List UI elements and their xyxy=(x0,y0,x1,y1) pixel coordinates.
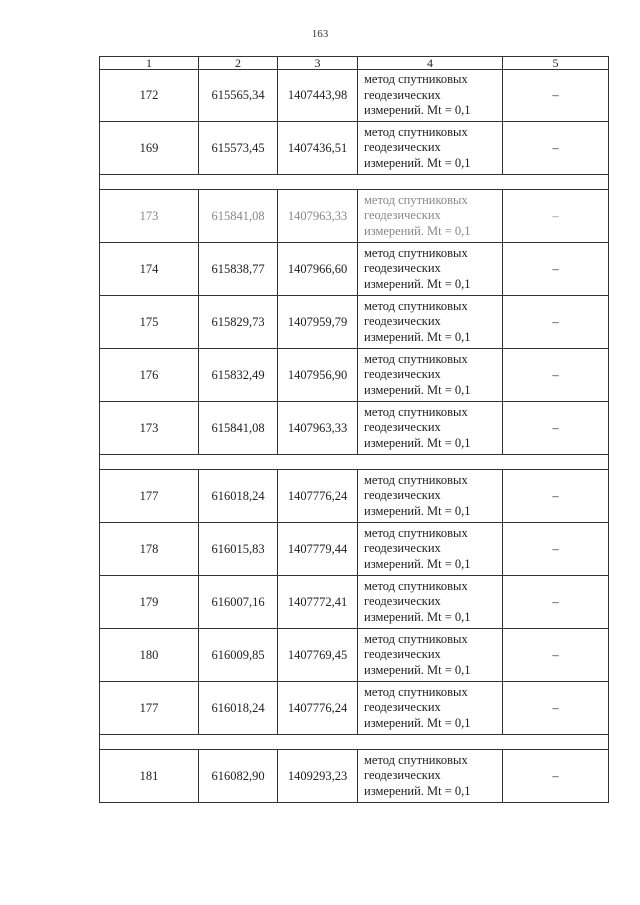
table-row xyxy=(100,682,609,735)
dash-mark: – xyxy=(552,261,559,276)
table-row xyxy=(100,70,609,122)
x-coordinate-cell: 615838,77 xyxy=(199,243,278,296)
method-line: измерений. Mt = 0,1 xyxy=(364,503,471,518)
method-line: измерений. Mt = 0,1 xyxy=(364,662,471,677)
note-cell xyxy=(503,470,609,523)
table-row xyxy=(100,629,609,682)
method-line: метод спутниковых xyxy=(364,472,468,487)
column-header: 1 xyxy=(100,57,199,70)
method-line: метод спутниковых xyxy=(364,578,468,593)
dash-mark: – xyxy=(552,768,559,783)
method-line: метод спутниковых xyxy=(364,351,468,366)
method-line: измерений. Mt = 0,1 xyxy=(364,223,471,238)
method-line: геодезических xyxy=(364,541,441,556)
x-coordinate-cell: 616018,24 xyxy=(199,682,278,735)
group-separator xyxy=(100,455,609,470)
method-cell xyxy=(358,576,503,629)
method-line: метод спутниковых xyxy=(364,684,468,699)
method-line: метод спутниковых xyxy=(364,298,468,313)
table-row xyxy=(100,122,609,175)
method-line: метод спутниковых xyxy=(364,124,468,139)
method-line: геодезических xyxy=(364,314,441,329)
table-row xyxy=(100,576,609,629)
point-cell: 173 xyxy=(100,402,199,455)
y-coordinate-cell: 1407963,33 xyxy=(278,190,358,243)
method-line: геодезических xyxy=(364,700,441,715)
y-coordinate-cell: 1407776,24 xyxy=(278,470,358,523)
x-coordinate-cell: 615829,73 xyxy=(199,296,278,349)
x-coordinate-cell: 616007,16 xyxy=(199,576,278,629)
point-cell: 178 xyxy=(100,523,199,576)
method-line: геодезических xyxy=(364,647,441,662)
x-coordinate-cell: 616009,85 xyxy=(199,629,278,682)
point-cell: 179 xyxy=(100,576,199,629)
method-line: метод спутниковых xyxy=(364,192,468,207)
note-cell xyxy=(503,70,609,122)
note-cell xyxy=(503,523,609,576)
point-cell: 176 xyxy=(100,349,199,402)
table-row xyxy=(100,402,609,455)
table-row xyxy=(100,296,609,349)
x-coordinate-cell: 616082,90 xyxy=(199,750,278,803)
coordinates-table-body xyxy=(100,57,609,803)
y-coordinate-cell: 1407776,24 xyxy=(278,682,358,735)
point-cell: 181 xyxy=(100,750,199,803)
column-header: 3 xyxy=(278,57,358,70)
point-cell: 172 xyxy=(100,70,199,122)
table-row xyxy=(100,349,609,402)
x-coordinate-cell: 615841,08 xyxy=(199,190,278,243)
method-line: метод спутниковых xyxy=(364,752,468,767)
point-cell: 175 xyxy=(100,296,199,349)
dash-mark: – xyxy=(552,314,559,329)
y-coordinate-cell: 1407443,98 xyxy=(278,70,358,122)
method-line: измерений. Mt = 0,1 xyxy=(364,155,471,170)
method-cell xyxy=(358,402,503,455)
method-cell xyxy=(358,296,503,349)
method-line: измерений. Mt = 0,1 xyxy=(364,103,471,118)
method-cell xyxy=(358,470,503,523)
method-line: геодезических xyxy=(364,420,441,435)
method-line: измерений. Mt = 0,1 xyxy=(364,276,471,291)
method-cell xyxy=(358,523,503,576)
separator-cell xyxy=(100,455,609,470)
coordinates-table xyxy=(99,56,609,803)
method-cell xyxy=(358,629,503,682)
method-cell xyxy=(358,682,503,735)
method-cell xyxy=(358,122,503,175)
column-header: 5 xyxy=(503,57,609,70)
point-cell: 169 xyxy=(100,122,199,175)
column-header: 4 xyxy=(358,57,503,70)
dash-mark: – xyxy=(552,647,559,662)
point-cell: 177 xyxy=(100,470,199,523)
y-coordinate-cell: 1407963,33 xyxy=(278,402,358,455)
method-line: метод спутниковых xyxy=(364,631,468,646)
x-coordinate-cell: 616015,83 xyxy=(199,523,278,576)
table-row xyxy=(100,190,609,243)
method-line: геодезических xyxy=(364,140,441,155)
method-line: геодезических xyxy=(364,87,441,102)
method-line: измерений. Mt = 0,1 xyxy=(364,783,471,798)
method-line: геодезических xyxy=(364,261,441,276)
note-cell xyxy=(503,296,609,349)
note-cell xyxy=(503,349,609,402)
group-separator xyxy=(100,735,609,750)
dash-mark: – xyxy=(552,488,559,503)
method-line: измерений. Mt = 0,1 xyxy=(364,715,471,730)
point-cell: 180 xyxy=(100,629,199,682)
table-row xyxy=(100,750,609,803)
group-separator xyxy=(100,175,609,190)
x-coordinate-cell: 615841,08 xyxy=(199,402,278,455)
method-cell xyxy=(358,349,503,402)
method-line: геодезических xyxy=(364,594,441,609)
table-row xyxy=(100,523,609,576)
point-cell: 177 xyxy=(100,682,199,735)
note-cell xyxy=(503,402,609,455)
dash-mark: – xyxy=(552,541,559,556)
separator-cell xyxy=(100,735,609,750)
note-cell xyxy=(503,629,609,682)
method-line: геодезических xyxy=(364,768,441,783)
dash-mark: – xyxy=(552,700,559,715)
x-coordinate-cell: 615832,49 xyxy=(199,349,278,402)
y-coordinate-cell: 1409293,23 xyxy=(278,750,358,803)
y-coordinate-cell: 1407959,79 xyxy=(278,296,358,349)
x-coordinate-cell: 616018,24 xyxy=(199,470,278,523)
dash-mark: – xyxy=(552,594,559,609)
y-coordinate-cell: 1407769,45 xyxy=(278,629,358,682)
method-cell xyxy=(358,243,503,296)
method-line: измерений. Mt = 0,1 xyxy=(364,556,471,571)
dash-mark: – xyxy=(552,140,559,155)
note-cell xyxy=(503,122,609,175)
note-cell xyxy=(503,682,609,735)
separator-cell xyxy=(100,175,609,190)
dash-mark: – xyxy=(552,420,559,435)
method-cell xyxy=(358,70,503,122)
point-cell: 174 xyxy=(100,243,199,296)
table-row xyxy=(100,243,609,296)
dash-mark: – xyxy=(552,88,559,102)
table-row xyxy=(100,470,609,523)
dash-mark: – xyxy=(552,367,559,382)
note-cell xyxy=(503,576,609,629)
method-line: метод спутниковых xyxy=(364,404,468,419)
note-cell xyxy=(503,190,609,243)
method-line: измерений. Mt = 0,1 xyxy=(364,609,471,624)
method-line: геодезических xyxy=(364,488,441,503)
dash-mark: – xyxy=(552,208,559,223)
y-coordinate-cell: 1407779,44 xyxy=(278,523,358,576)
method-line: измерений. Mt = 0,1 xyxy=(364,382,471,397)
method-line: геодезических xyxy=(364,367,441,382)
method-line: метод спутниковых xyxy=(364,245,468,260)
method-line: измерений. Mt = 0,1 xyxy=(364,435,471,450)
method-line: измерений. Mt = 0,1 xyxy=(364,329,471,344)
x-coordinate-cell: 615565,34 xyxy=(199,70,278,122)
method-line: метод спутниковых xyxy=(364,525,468,540)
header-row xyxy=(100,57,609,70)
y-coordinate-cell: 1407436,51 xyxy=(278,122,358,175)
method-line: метод спутниковых xyxy=(364,72,468,87)
x-coordinate-cell: 615573,45 xyxy=(199,122,278,175)
note-cell xyxy=(503,750,609,803)
note-cell xyxy=(503,243,609,296)
page-number: 163 xyxy=(311,28,329,40)
y-coordinate-cell: 1407956,90 xyxy=(278,349,358,402)
column-header: 2 xyxy=(199,57,278,70)
method-cell xyxy=(358,190,503,243)
point-cell: 173 xyxy=(100,190,199,243)
method-cell xyxy=(358,750,503,803)
y-coordinate-cell: 1407966,60 xyxy=(278,243,358,296)
method-line: геодезических xyxy=(364,208,441,223)
y-coordinate-cell: 1407772,41 xyxy=(278,576,358,629)
